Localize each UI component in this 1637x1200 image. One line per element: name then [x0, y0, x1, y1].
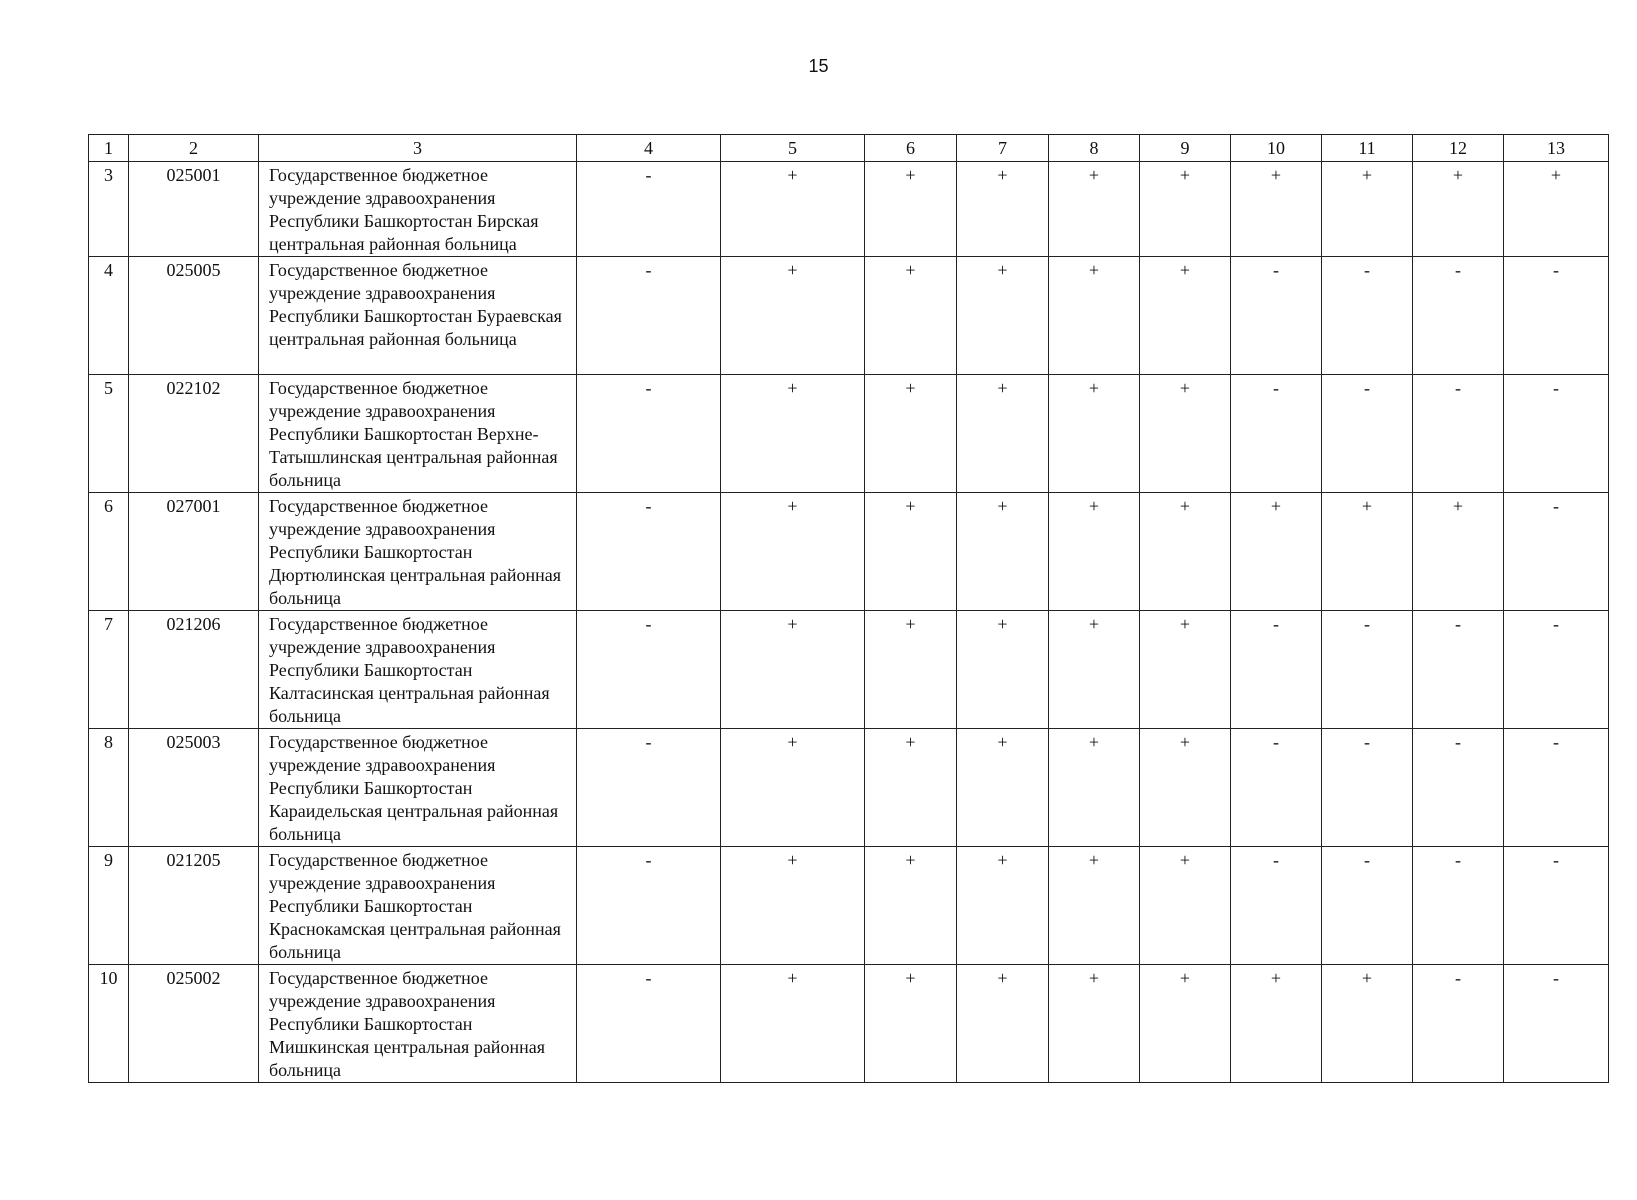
mark-cell-col9: +: [1140, 847, 1231, 965]
mark-cell-col11: -: [1322, 847, 1413, 965]
mark-cell-col6: +: [865, 493, 957, 611]
mark-cell-col6: +: [865, 375, 957, 493]
mark-cell-col6: +: [865, 257, 957, 375]
code-cell: 025005: [129, 257, 259, 375]
table-row: [89, 257, 1609, 375]
mark-cell-col11: -: [1322, 729, 1413, 847]
mark-cell-col9: +: [1140, 729, 1231, 847]
mark-cell-col11: -: [1322, 375, 1413, 493]
mark-cell-col5: +: [721, 493, 865, 611]
header-cell-5: 5: [721, 135, 865, 162]
mark-cell-col5: +: [721, 162, 865, 257]
mark-cell-col13: -: [1504, 847, 1609, 965]
institution-name-cell: Государственное бюджетное учреждение здравоохранения Республики Башкортостан Бирская центральная районная больница: [259, 162, 577, 257]
mark-cell-col5: +: [721, 729, 865, 847]
mark-cell-col6: +: [865, 965, 957, 1083]
code-cell: 027001: [129, 493, 259, 611]
code-cell: 022102: [129, 375, 259, 493]
header-cell-8: 8: [1049, 135, 1140, 162]
mark-cell-col13: -: [1504, 729, 1609, 847]
table-row: [89, 162, 1609, 257]
institution-name-cell: Государственное бюджетное учреждение здравоохранения Республики Башкортостан Бураевская центральная районная больница: [259, 257, 577, 375]
mark-cell-col6: +: [865, 847, 957, 965]
mark-cell-col7: +: [957, 847, 1049, 965]
page-number: 15: [808, 56, 829, 76]
mark-cell-col5: +: [721, 847, 865, 965]
header-cell-1: 1: [89, 135, 129, 162]
mark-cell-col4: -: [577, 375, 721, 493]
institution-name-cell: Государственное бюджетное учреждение здравоохранения Республики Башкортостан Верхне-Татышлинская центральная районная больница: [259, 375, 577, 493]
mark-cell-col7: +: [957, 257, 1049, 375]
row-number-cell: 4: [89, 257, 129, 375]
mark-cell-col5: +: [721, 611, 865, 729]
mark-cell-col4: -: [577, 257, 721, 375]
header-cell-10: 10: [1231, 135, 1322, 162]
document-table: [88, 134, 1609, 1083]
header-cell-3: 3: [259, 135, 577, 162]
mark-cell-col10: +: [1231, 965, 1322, 1083]
mark-cell-col12: -: [1413, 847, 1504, 965]
header-cell-13: 13: [1504, 135, 1609, 162]
mark-cell-col8: +: [1049, 965, 1140, 1083]
mark-cell-col12: -: [1413, 729, 1504, 847]
mark-cell-col10: -: [1231, 611, 1322, 729]
mark-cell-col9: +: [1140, 493, 1231, 611]
mark-cell-col10: -: [1231, 257, 1322, 375]
row-number-cell: 10: [89, 965, 129, 1083]
mark-cell-col12: -: [1413, 257, 1504, 375]
mark-cell-col6: +: [865, 611, 957, 729]
mark-cell-col7: +: [957, 162, 1049, 257]
institution-name-cell: Государственное бюджетное учреждение здравоохранения Республики Башкортостан Дюртюлинская центральная районная больница: [259, 493, 577, 611]
mark-cell-col8: +: [1049, 375, 1140, 493]
code-cell: 021206: [129, 611, 259, 729]
table-row: [89, 965, 1609, 1083]
mark-cell-col8: +: [1049, 847, 1140, 965]
institution-name-cell: Государственное бюджетное учреждение здравоохранения Республики Башкортостан Краснокамская центральная районная больница: [259, 847, 577, 965]
mark-cell-col11: +: [1322, 493, 1413, 611]
institution-name-cell: Государственное бюджетное учреждение здравоохранения Республики Башкортостан Мишкинская центральная районная больница: [259, 965, 577, 1083]
mark-cell-col13: +: [1504, 162, 1609, 257]
table-row: [89, 847, 1609, 965]
mark-cell-col5: +: [721, 375, 865, 493]
mark-cell-col9: +: [1140, 162, 1231, 257]
row-number-cell: 6: [89, 493, 129, 611]
header-cell-11: 11: [1322, 135, 1413, 162]
mark-cell-col12: -: [1413, 611, 1504, 729]
mark-cell-col10: +: [1231, 493, 1322, 611]
mark-cell-col10: -: [1231, 375, 1322, 493]
table-row: [89, 611, 1609, 729]
institution-name-cell: Государственное бюджетное учреждение здравоохранения Республики Башкортостан Калтасинская центральная районная больница: [259, 611, 577, 729]
mark-cell-col9: +: [1140, 611, 1231, 729]
mark-cell-col9: +: [1140, 375, 1231, 493]
mark-cell-col4: -: [577, 847, 721, 965]
header-row: [89, 135, 1609, 162]
mark-cell-col7: +: [957, 493, 1049, 611]
mark-cell-col7: +: [957, 965, 1049, 1083]
mark-cell-col4: -: [577, 965, 721, 1083]
code-cell: 021205: [129, 847, 259, 965]
document-table-container: [88, 134, 1608, 1083]
mark-cell-col7: +: [957, 375, 1049, 493]
mark-cell-col11: -: [1322, 257, 1413, 375]
mark-cell-col4: -: [577, 611, 721, 729]
mark-cell-col8: +: [1049, 162, 1140, 257]
mark-cell-col12: -: [1413, 965, 1504, 1083]
institution-name-cell: Государственное бюджетное учреждение здравоохранения Республики Башкортостан Караидельская центральная районная больница: [259, 729, 577, 847]
mark-cell-col9: +: [1140, 257, 1231, 375]
mark-cell-col6: +: [865, 729, 957, 847]
table-body: [89, 162, 1609, 1083]
row-number-cell: 9: [89, 847, 129, 965]
mark-cell-col4: -: [577, 162, 721, 257]
mark-cell-col13: -: [1504, 493, 1609, 611]
header-cell-12: 12: [1413, 135, 1504, 162]
mark-cell-col4: -: [577, 729, 721, 847]
mark-cell-col13: -: [1504, 375, 1609, 493]
mark-cell-col10: +: [1231, 162, 1322, 257]
mark-cell-col12: -: [1413, 375, 1504, 493]
mark-cell-col13: -: [1504, 257, 1609, 375]
header-cell-7: 7: [957, 135, 1049, 162]
table-row: [89, 375, 1609, 493]
mark-cell-col7: +: [957, 611, 1049, 729]
header-cell-4: 4: [577, 135, 721, 162]
mark-cell-col11: -: [1322, 611, 1413, 729]
row-number-cell: 5: [89, 375, 129, 493]
mark-cell-col4: -: [577, 493, 721, 611]
table-row: [89, 493, 1609, 611]
mark-cell-col9: +: [1140, 965, 1231, 1083]
mark-cell-col11: +: [1322, 162, 1413, 257]
table-header: [89, 135, 1609, 162]
row-number-cell: 7: [89, 611, 129, 729]
row-number-cell: 8: [89, 729, 129, 847]
mark-cell-col13: -: [1504, 611, 1609, 729]
row-number-cell: 3: [89, 162, 129, 257]
mark-cell-col8: +: [1049, 729, 1140, 847]
mark-cell-col8: +: [1049, 493, 1140, 611]
mark-cell-col5: +: [721, 257, 865, 375]
mark-cell-col8: +: [1049, 611, 1140, 729]
code-cell: 025002: [129, 965, 259, 1083]
mark-cell-col12: +: [1413, 493, 1504, 611]
header-cell-6: 6: [865, 135, 957, 162]
mark-cell-col7: +: [957, 729, 1049, 847]
header-cell-2: 2: [129, 135, 259, 162]
code-cell: 025003: [129, 729, 259, 847]
mark-cell-col13: -: [1504, 965, 1609, 1083]
mark-cell-col5: +: [721, 965, 865, 1083]
mark-cell-col12: +: [1413, 162, 1504, 257]
mark-cell-col11: +: [1322, 965, 1413, 1083]
mark-cell-col10: -: [1231, 847, 1322, 965]
mark-cell-col6: +: [865, 162, 957, 257]
header-cell-9: 9: [1140, 135, 1231, 162]
table-row: [89, 729, 1609, 847]
mark-cell-col8: +: [1049, 257, 1140, 375]
code-cell: 025001: [129, 162, 259, 257]
mark-cell-col10: -: [1231, 729, 1322, 847]
